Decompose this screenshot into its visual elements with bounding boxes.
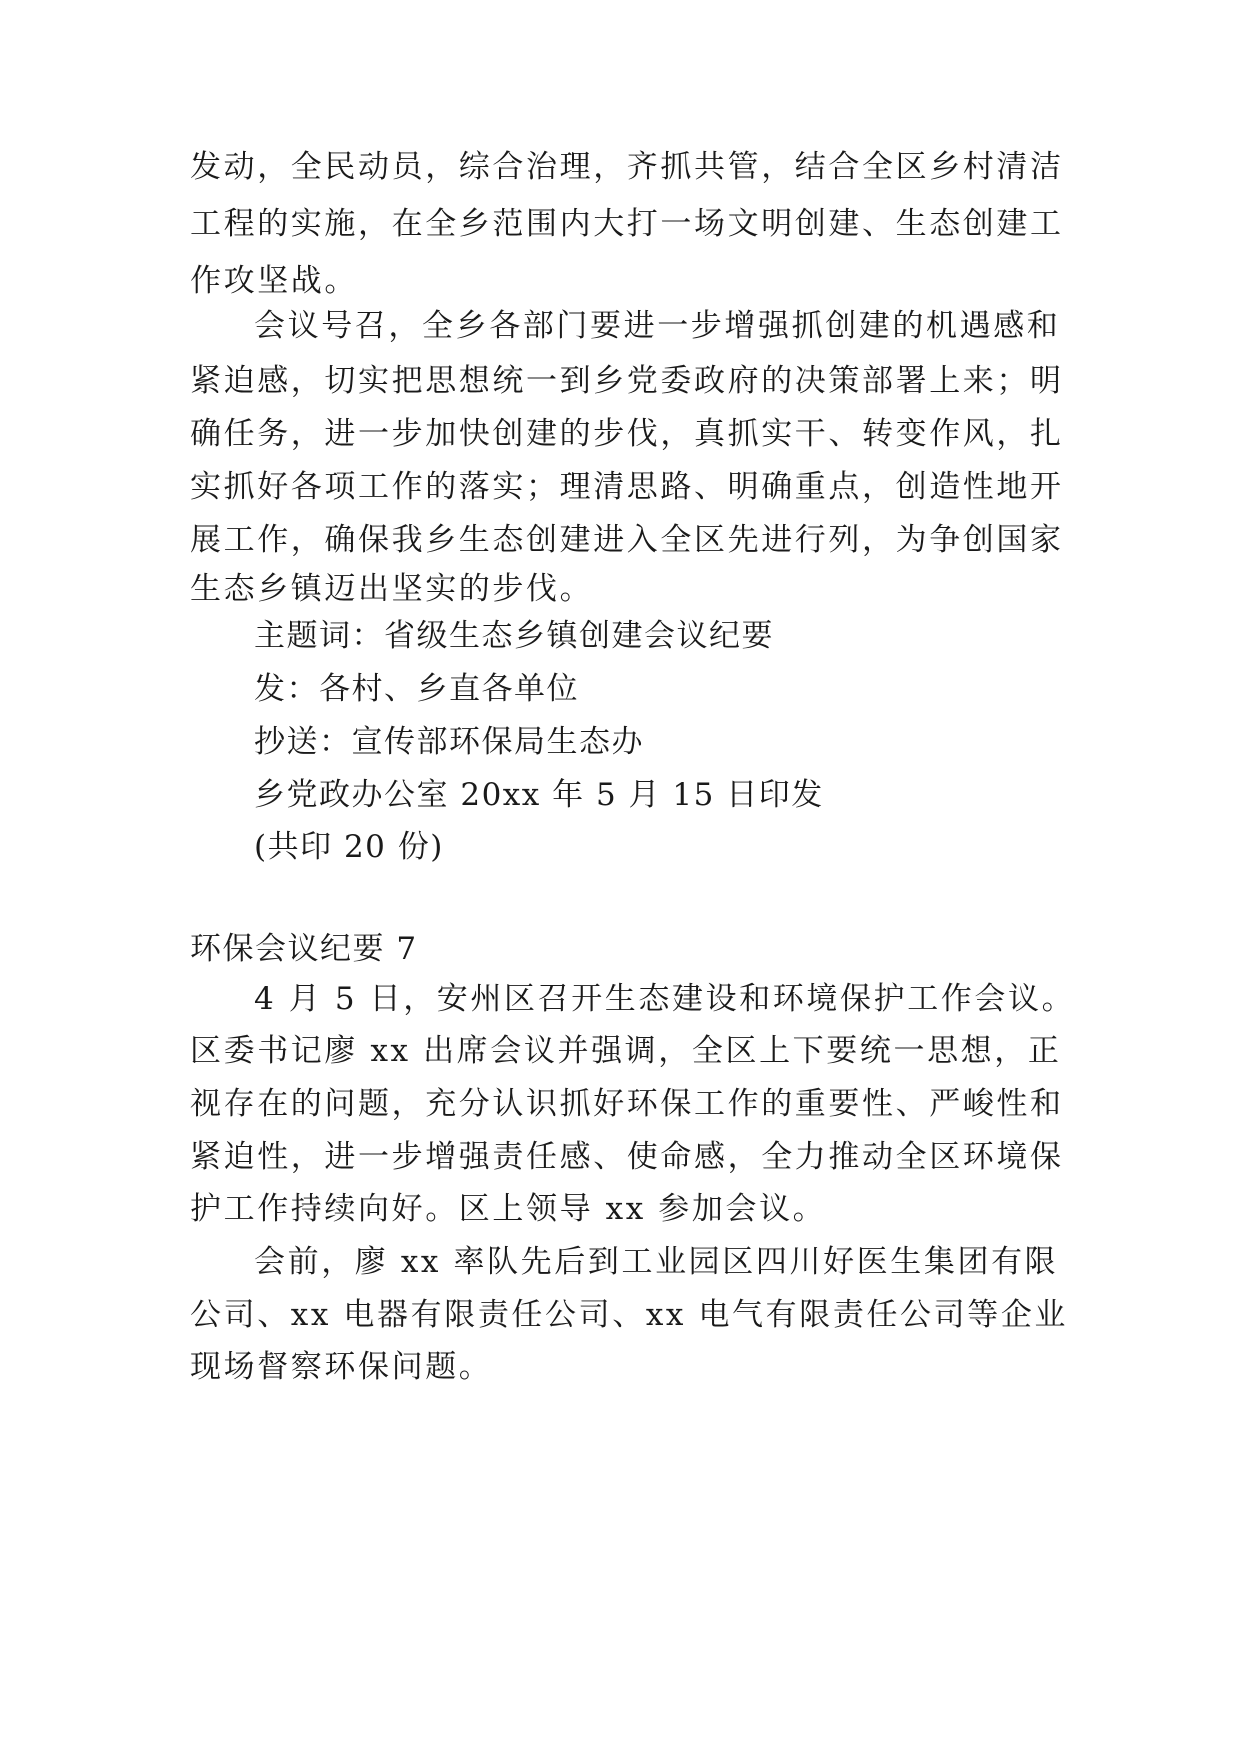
subject-keywords: 主题词：省级生态乡镇创建会议纪要 [254, 618, 774, 654]
section-title: 环保会议纪要 7 [190, 931, 418, 967]
paragraph-line: 区委书记廖 xx 出席会议并强调，全区上下要统一思想，正 [190, 1033, 1062, 1069]
document-page [190, 0, 1076, 1754]
paragraph-line: 紧迫感，切实把思想统一到乡党委政府的决策部署上来；明 [190, 363, 1064, 399]
paragraph-line: 紧迫性，进一步增强责任感、使命感，全力推动全区环境保 [190, 1139, 1064, 1175]
paragraph-line: 视存在的问题，充分认识抓好环保工作的重要性、严峻性和 [190, 1086, 1064, 1122]
distribution-cc: 抄送：宣传部环保局生态办 [254, 724, 644, 760]
paragraph-line: 发动，全民动员，综合治理，齐抓共管，结合全区乡村清洁 [190, 149, 1064, 185]
paragraph-line: 作攻坚战。 [190, 263, 358, 299]
distribution-to: 发：各村、乡直各单位 [254, 671, 579, 707]
paragraph-line: 现场督察环保问题。 [190, 1349, 493, 1385]
paragraph-line: 4 月 5 日，安州区召开生态建设和环境保护工作会议。 [254, 981, 1076, 1017]
paragraph-line: 会议号召，全乡各部门要进一步增强抓创建的机遇感和 [254, 308, 1061, 344]
paragraph-line: 展工作，确保我乡生态创建进入全区先进行列，为争创国家 [190, 522, 1064, 558]
paragraph-line: 实抓好各项工作的落实；理清思路、明确重点，创造性地开 [190, 469, 1064, 505]
paragraph-line: 确任务，进一步加快创建的步伐，真抓实干、转变作风，扎 [190, 416, 1064, 452]
paragraph-line: 生态乡镇迈出坚实的步伐。 [190, 571, 594, 607]
paragraph-line: 会前，廖 xx 率队先后到工业园区四川好医生集团有限 [254, 1244, 1059, 1280]
print-count: (共印 20 份) [254, 829, 444, 865]
paragraph-line: 工程的实施，在全乡范围内大打一场文明创建、生态创建工 [190, 206, 1064, 242]
issue-date: 乡党政办公室 20xx 年 5 月 15 日印发 [254, 777, 824, 813]
paragraph-line: 公司、xx 电器有限责任公司、xx 电气有限责任公司等企业 [190, 1297, 1069, 1333]
paragraph-line: 护工作持续向好。区上领导 xx 参加会议。 [190, 1191, 827, 1227]
